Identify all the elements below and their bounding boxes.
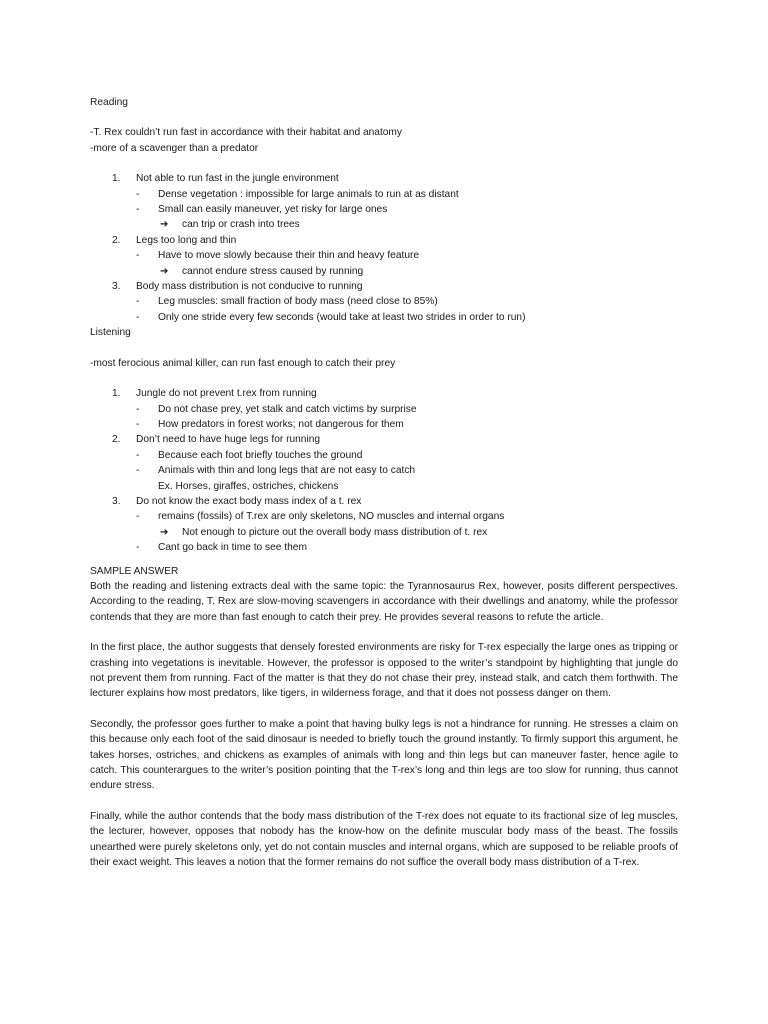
listening-example: Ex. Horses, giraffes, ostriches, chickens bbox=[158, 480, 339, 492]
listening-point: 1. Jungle do not prevent t.rex from running bbox=[112, 388, 317, 400]
reading-subpoint: - Dense vegetation : impossible for large animals to run at as distant bbox=[136, 188, 459, 200]
listening-point: 2. Don’t need to have huge legs for running bbox=[112, 434, 321, 446]
reading-subpoint: - Leg muscles: small fraction of body mass (need close to 85%) bbox=[136, 296, 438, 308]
reading-intro-line: -more of a scavenger than a predator bbox=[90, 142, 259, 154]
reading-subpoint: - Only one stride every few seconds (would take at least two strides in order to run) bbox=[136, 311, 526, 323]
sample-answer-heading: SAMPLE ANSWER bbox=[90, 565, 179, 577]
listening-subpoint: - How predators in forest works; not dangerous for them bbox=[136, 418, 404, 430]
reading-point: 1. Not able to run fast in the jungle environment bbox=[112, 173, 339, 185]
listening-heading: Listening bbox=[90, 327, 131, 339]
listening-subpoint: - Do not chase prey, yet stalk and catch victims by surprise bbox=[136, 403, 417, 415]
arrow-icon: ➔ bbox=[160, 526, 169, 538]
reading-heading: Reading bbox=[90, 97, 128, 108]
reading-point: 3. Body mass distribution is not conducive to running bbox=[112, 281, 363, 293]
listening-subpoint: - remains (fossils) of T.rex are only skeletons, NO muscles and internal organs bbox=[136, 511, 505, 523]
reading-arrow-note: ➔ cannot endure stress caused by running bbox=[90, 264, 678, 279]
listening-subpoint: - Because each foot briefly touches the ground bbox=[136, 449, 363, 461]
listening-subpoint: - Cant go back in time to see them bbox=[136, 542, 307, 554]
listening-subpoint: - Animals with thin and long legs that are not easy to catch bbox=[136, 465, 416, 477]
listening-intro: -most ferocious animal killer, can run fast enough to catch their prey bbox=[90, 357, 396, 369]
document-page bbox=[90, 95, 678, 870]
arrow-icon: ➔ bbox=[160, 219, 169, 231]
reading-point: 2. Legs too long and thin bbox=[112, 234, 237, 246]
reading-subpoint: - Have to move slowly because their thin and heavy feature bbox=[136, 250, 420, 262]
reading-arrow-note: ➔ can trip or crash into trees bbox=[90, 217, 678, 232]
sample-paragraph: Both the reading and listening extracts deal with the same topic: the Tyrannosaurus Rex, however, posits different perspectives. According to the reading, T. Rex are slow-moving scavengers in accordance with their dwellings and anatomy, while the professor contends that they are more than fast enough to catch their prey. He provides several reasons to refute the article. bbox=[90, 580, 678, 623]
reading-subpoint: - Small can easily maneuver, yet risky for large ones bbox=[136, 204, 388, 216]
listening-point: 3. Do not know the exact body mass index of a t. rex bbox=[112, 495, 362, 507]
arrow-icon: ➔ bbox=[160, 265, 169, 277]
reading-intro-line: -T. Rex couldn’t run fast in accordance with their habitat and anatomy bbox=[90, 127, 403, 139]
listening-arrow-note: ➔ Not enough to picture out the overall body mass distribution of t. rex bbox=[90, 525, 678, 540]
sample-paragraph: In the first place, the author suggests that densely forested environments are risky for T-rex especially the large ones as tripping or crashing into vegetations is inevitable. However, the professor is opposed to the writer’s standpoint by highlighting that jungle do not prevent them from running. Fact of the matter is that they do not chase their prey, instead stalk, and catch them forthwith. The lecturer explains how most predators, like tigers, in wilderness forage, and that it does not possess danger on them. bbox=[90, 642, 678, 700]
sample-paragraph: Finally, while the author contends that the body mass distribution of the T-rex does not equate to its fractional size of leg muscles, the lecturer, however, opposes that nobody has the know-how on the definite muscular body mass of the beast. The fossils unearthed were purely skeletons only, yet do not contain muscles and internal organs, which are supposed to be reliable proofs of their exact weight. This leaves a notion that the former remains do not suffice the overall body mass distribution of a T-rex. bbox=[90, 810, 678, 869]
sample-paragraph: Secondly, the professor goes further to make a point that having bulky legs is not a hindrance for running. He stresses a claim on this because only each foot of the said dinosaur is needed to briefly touch the ground instantly. To firmly support this argument, he takes horses, ostriches, and chickens as examples of animals with long and thin legs but can maneuver faster, hence agile to catch. This counterargues to the writer’s position pointing that the T-rex’s long and thin legs are too slow for running, thus cannot endure stress. bbox=[90, 718, 678, 792]
